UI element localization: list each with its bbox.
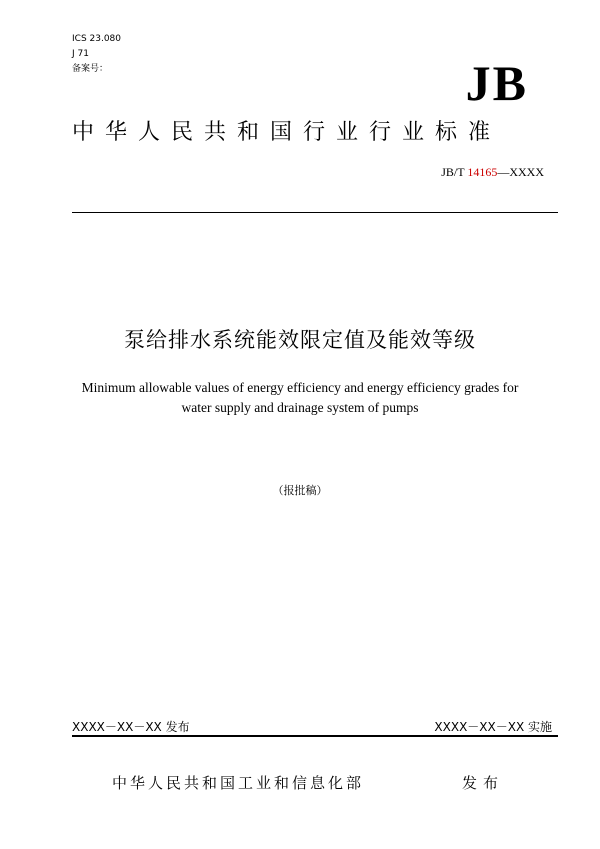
standard-number-prefix: JB/T xyxy=(441,165,468,179)
header-divider xyxy=(72,212,558,213)
jb-logo: JB xyxy=(465,55,528,111)
standard-number-value: 14165 xyxy=(467,165,498,179)
issuing-authority: 中华人民共和国工业和信息化部 xyxy=(112,774,365,792)
standard-category-title: 中华人民共和国行业行业标准 xyxy=(72,120,502,145)
document-title-en-line2: water supply and drainage system of pumps xyxy=(181,400,419,415)
document-title-en-line1: Minimum allowable values of energy efficiency and energy efficiency grades for xyxy=(81,380,519,395)
standard-number xyxy=(441,165,544,180)
draft-status: （报批稿） xyxy=(272,484,328,497)
record-number-label: 备案号： xyxy=(72,64,109,74)
footer-divider xyxy=(72,735,558,737)
document-title-cn: 泵给排水系统能效限定值及能效等级 xyxy=(124,328,476,352)
ccs-code: J 71 xyxy=(72,49,89,59)
issue-date: XXXX－XX－XX 发布 xyxy=(72,720,190,734)
implement-date: XXXX－XX－XX 实施 xyxy=(434,720,552,734)
ics-code: ICS 23.080 xyxy=(72,34,122,44)
publish-label: 发布 xyxy=(462,774,505,792)
standard-number-suffix: —XXXX xyxy=(497,165,544,179)
